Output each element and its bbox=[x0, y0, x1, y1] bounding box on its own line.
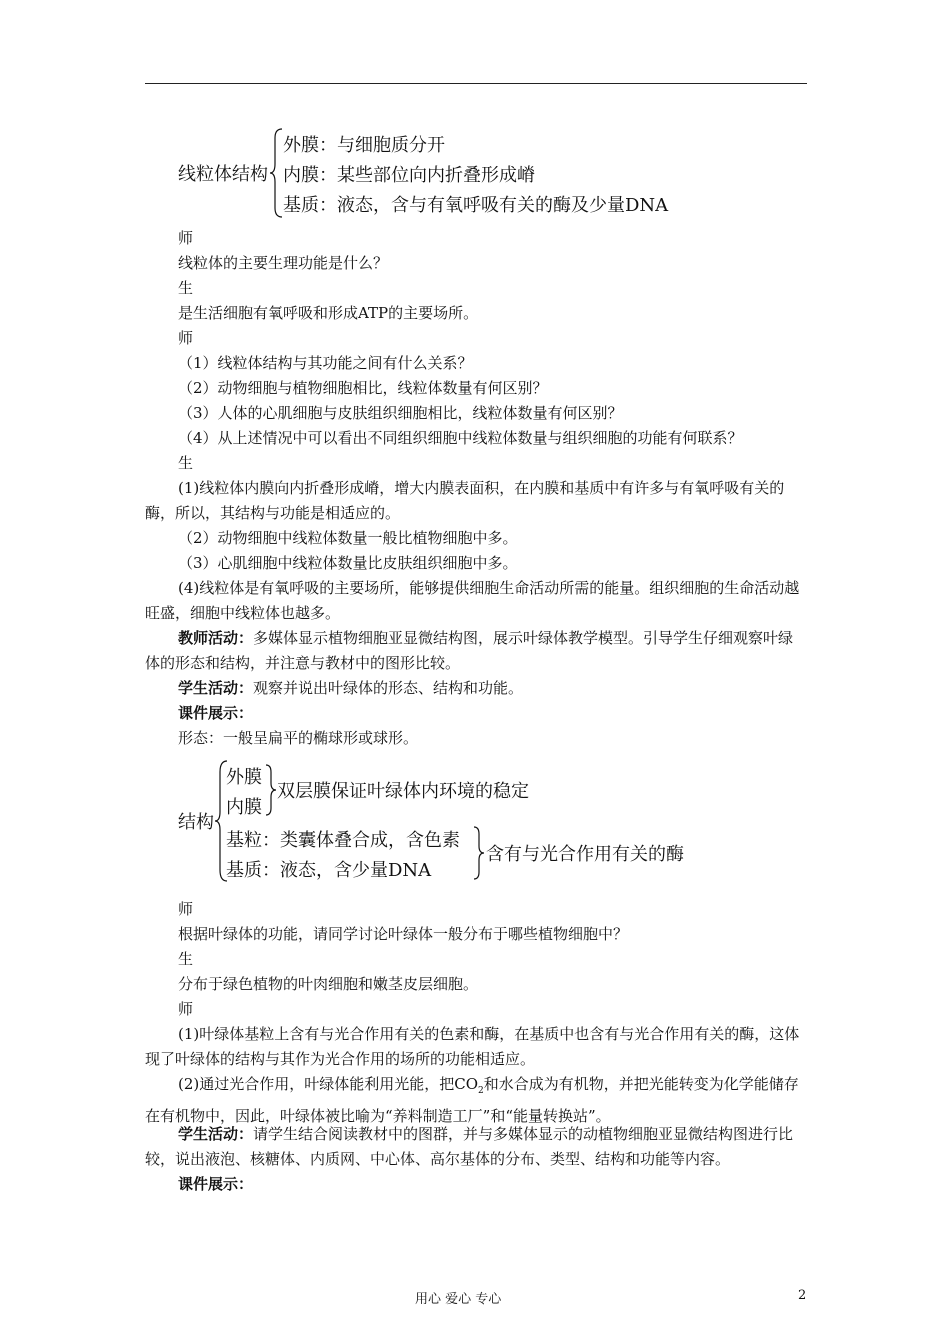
answer-paragraph: (4)线粒体是有氧呼吸的主要场所，能够提供细胞生命活动所需的能量。组织细胞的生命活动越旺盛，细胞中线粒体也越多。 bbox=[145, 579, 800, 622]
student-activity-paragraph bbox=[145, 1122, 807, 1172]
student-activity-paragraph bbox=[178, 676, 523, 701]
question-text: 线粒体的主要生理功能是什么？ bbox=[178, 254, 389, 272]
footer-motto: 用心 爱心 专心 bbox=[415, 1292, 502, 1307]
mito-matrix: 基质：液态，含与有氧呼吸有关的酶及少量DNA bbox=[283, 195, 669, 216]
answer-paragraph: (1)线粒体内膜向内折叠形成嵴，增大内膜表面积，在内膜和基质中有许多与有氧呼吸有关的酶，所以，其结构与功能是相适应的。 bbox=[145, 479, 785, 522]
student-activity-text: 请学生结合阅读教材中的图群，并与多媒体显示的动植物细胞亚显微结构图进行比较，说出液泡、核糖体、内质网、中心体、高尔基体的分布、类型、结构和功能等内容。 bbox=[145, 1125, 794, 1168]
question-item: （4）从上述情况中可以看出不同组织细胞中线粒体数量与组织细胞的功能有何联系？ bbox=[178, 429, 743, 447]
mito-diagram-root: 线粒体结构 bbox=[178, 164, 268, 185]
student-label: 生 bbox=[178, 950, 194, 968]
display-label: 课件展示： bbox=[178, 1175, 254, 1193]
explanation-text: 和水合成为有机物，并把光能转变为化学能储存在有机物中，因此，叶绿体被比喻为“养料制造工厂”和“能量转换站”。 bbox=[145, 1075, 799, 1125]
teacher-activity-paragraph bbox=[145, 626, 807, 676]
teacher-label: 师 bbox=[178, 900, 194, 918]
answer-text: 分布于绿色植物的叶肉细胞和嫩茎皮层细胞。 bbox=[178, 975, 479, 993]
teacher-activity-text: 多媒体显示植物细胞亚显微结构图，展示叶绿体教学模型。引导学生仔细观察叶绿体的形态和结构，并注意与教材中的图形比较。 bbox=[145, 629, 794, 672]
page-number: 2 bbox=[798, 1288, 807, 1303]
enzyme-note: 含有与光合作用有关的酶 bbox=[486, 844, 684, 865]
chloroplast-shape: 形态：一般呈扁平的椭球形或球形。 bbox=[178, 729, 419, 747]
answer-text: 是生活细胞有氧呼吸和形成ATP的主要场所。 bbox=[178, 304, 479, 322]
student-activity-label: 学生活动： bbox=[178, 679, 254, 697]
student-label: 生 bbox=[178, 454, 194, 472]
student-label: 生 bbox=[178, 279, 194, 297]
membrane-note: 双层膜保证叶绿体内环境的稳定 bbox=[277, 781, 529, 802]
explanation-paragraph bbox=[145, 1072, 807, 1129]
display-label: 课件展示： bbox=[178, 704, 254, 722]
teacher-label: 师 bbox=[178, 1000, 194, 1018]
teacher-label: 师 bbox=[178, 229, 194, 247]
mito-inner-membrane: 内膜：某些部位向内折叠形成嵴 bbox=[283, 165, 535, 186]
chloro-inner-membrane: 内膜 bbox=[226, 797, 262, 818]
explanation-paragraph: (1)叶绿体基粒上含有与光合作用有关的色素和酶，在基质中也含有与光合作用有关的酶，这体现了叶绿体的结构与其作为光合作用的场所的功能相适应。 bbox=[145, 1025, 800, 1068]
membrane-brace bbox=[265, 764, 277, 816]
answer-item: （3）心肌细胞中线粒体数量比皮肤组织细胞中多。 bbox=[178, 554, 518, 572]
student-activity-text: 观察并说出叶绿体的形态、结构和功能。 bbox=[253, 679, 524, 697]
subscript: 2 bbox=[478, 1086, 484, 1096]
chloro-outer-membrane: 外膜 bbox=[226, 767, 262, 788]
explanation-text: (2)通过光合作用，叶绿体能利用光能，把CO bbox=[178, 1075, 479, 1093]
answer-item: （2）动物细胞中线粒体数量一般比植物细胞中多。 bbox=[178, 529, 518, 547]
teacher-label: 师 bbox=[178, 329, 194, 347]
enzyme-brace bbox=[473, 826, 485, 880]
question-text: 根据叶绿体的功能，请同学讨论叶绿体一般分布于哪些植物细胞中？ bbox=[178, 925, 629, 943]
mito-brace bbox=[270, 128, 284, 218]
mito-outer-membrane: 外膜：与细胞质分开 bbox=[283, 135, 445, 156]
chloro-diagram-root: 结构 bbox=[178, 812, 214, 833]
chloro-stroma: 基质：液态，含少量DNA bbox=[226, 860, 432, 881]
chloro-grana: 基粒：类囊体叠合成，含色素 bbox=[226, 830, 460, 851]
question-item: （2）动物细胞与植物细胞相比，线粒体数量有何区别？ bbox=[178, 379, 548, 397]
header-rule bbox=[145, 83, 807, 84]
student-activity-label: 学生活动： bbox=[178, 1125, 254, 1143]
teacher-activity-label: 教师活动： bbox=[178, 629, 254, 647]
question-item: （1）线粒体结构与其功能之间有什么关系？ bbox=[178, 354, 473, 372]
question-item: （3）人体的心肌细胞与皮肤组织细胞相比，线粒体数量有何区别？ bbox=[178, 404, 623, 422]
